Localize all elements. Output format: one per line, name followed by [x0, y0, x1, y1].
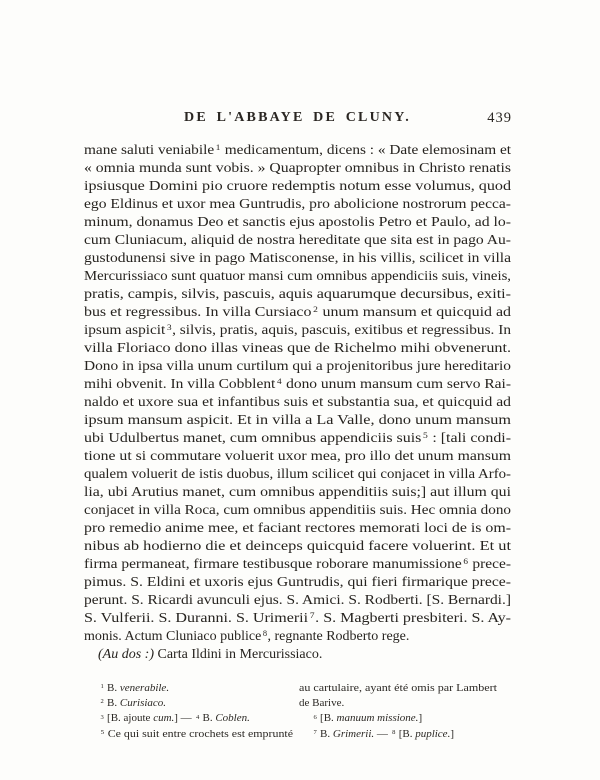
text-line: qualem voluerit de istis duobus, illum scilicet qui conjacet in villa Arfo- — [84, 467, 511, 482]
page-number: 439 — [487, 110, 512, 126]
text-line: gustodunensi sive in pago Matisconense, in his villis, scilicet in villa — [84, 251, 511, 266]
text-line: $^3$ [B. ajoute cum.] — $^4$ B. Coblen. — [100, 712, 250, 725]
text-line: firma permaneat, firmare testibusque roborare manumissione $^6$ prece- — [84, 557, 511, 572]
text-line: monis. Actum Cluniaco publice $^8$, regnante Rodberto rege. — [84, 629, 410, 644]
text-line: Mercurissiaco sunt quatuor mansi cum omnibus appendiciis suis, vineis, — [84, 269, 511, 284]
text-line: pro remedio anime mee, et faciant rectores memorati loci de is om- — [84, 521, 511, 536]
text-line: conjacet in villa Roca, cum omnibus appenditiis suis. Hec omnia dono — [84, 503, 511, 518]
text-line: pimus. S. Eldini et uxoris ejus Guntrudis, qui fieri firmarique prece- — [84, 575, 511, 590]
text-line: ipsiusque Domini pio cruore redemptis notum esse volumus, quod — [84, 179, 511, 194]
text-line: S. Vulferii. S. Duranni. S. Urimerii $^7$. S. Magberti presbiteri. S. Ay- — [84, 611, 511, 626]
text-line: $^1$ B. venerabile. — [100, 682, 170, 694]
text-line: minum, donamus Deo et sanctis ejus apostolis Petro et Paulo, ad lo- — [84, 215, 511, 230]
text-line: « omnia munda sunt vobis. » Quapropter omnibus in Christo renatis — [84, 161, 511, 176]
text-line: mane saluti veniabile $^1$ medicamentum, dicens : « Date elemosinam et — [84, 143, 511, 158]
text-line: nibus ab hodierno die et deinceps quicquid facere voluerint. Et ut — [84, 539, 511, 554]
text-line: ipsum mansum aspicit. Et in villa a La Valle, dono unum mansum — [84, 413, 511, 428]
page-title: DE L'ABBAYE DE CLUNY. — [184, 110, 411, 125]
text-line: perunt. S. Ricardi avunculi ejus. S. Amici. S. Rodberti. [S. Bernardi.] — [84, 593, 511, 608]
text-line: lia, ubi Arutius manet, cum omnibus appenditiis suis;] aut illum qui — [84, 485, 511, 500]
text-line: $^2$ B. Curisiaco. — [100, 697, 167, 710]
text-line: cum Cluniacum, aliquid de nostra hereditate que sita est in pago Au- — [84, 233, 511, 248]
text-line: ipsum aspicit $^3$, silvis, pratis, aquis, pascuis, exitibus et regressibus. In — [84, 323, 511, 338]
text-line: pratis, campis, silvis, pascuis, aquis aquarumque decursibus, exiti- — [84, 287, 512, 302]
text-line: mihi obvenit. In villa Cobblent $^4$ dono unum mansum cum servo Rai- — [84, 377, 511, 392]
text-line: ubi Udulbertus manet, cum omnibus appendiciis suis $^5$ : [tali condi- — [84, 431, 511, 446]
text-line: au cartulaire, ayant été omis par Lambert — [299, 682, 497, 694]
text-line: $^6$ [B. manuum missione.] — [313, 712, 423, 725]
body-text — [84, 142, 511, 664]
text-line: tione ut si commutare voluerit uxor mea, pro illo det unum mansum — [84, 449, 511, 464]
text-line: $^5$ Ce qui suit entre crochets est emprunté — [100, 727, 293, 740]
footnote-column-left — [97, 681, 293, 742]
text-line: bus et regressibus. In villa Cursiaco $^2$ unum mansum et quicquid ad — [84, 305, 511, 320]
footnote-column-right — [299, 681, 497, 742]
text-line: $^7$ B. Grimerii. — $^8$ [B. puplice.] — [313, 727, 454, 740]
text-line: Dono in ipsa villa unum curtilum qui a projenitoribus jure hereditario — [84, 359, 511, 374]
text-line: naldo et uxore sua et infantibus suis et substantia sua, et quicquid ad — [84, 395, 511, 410]
text-line: ego Eldinus et uxor mea Guntrudis, pro abolicione nostrorum pecca- — [84, 197, 511, 212]
text-line: de Barive. — [299, 697, 345, 710]
text-line: (Au dos :) Carta Ildini in Mercurissiaco. — [98, 647, 323, 662]
text-line: villa Floriaco dono illas vineas que de Richelmo mihi obvenerunt. — [84, 341, 512, 356]
running-header — [84, 110, 511, 126]
